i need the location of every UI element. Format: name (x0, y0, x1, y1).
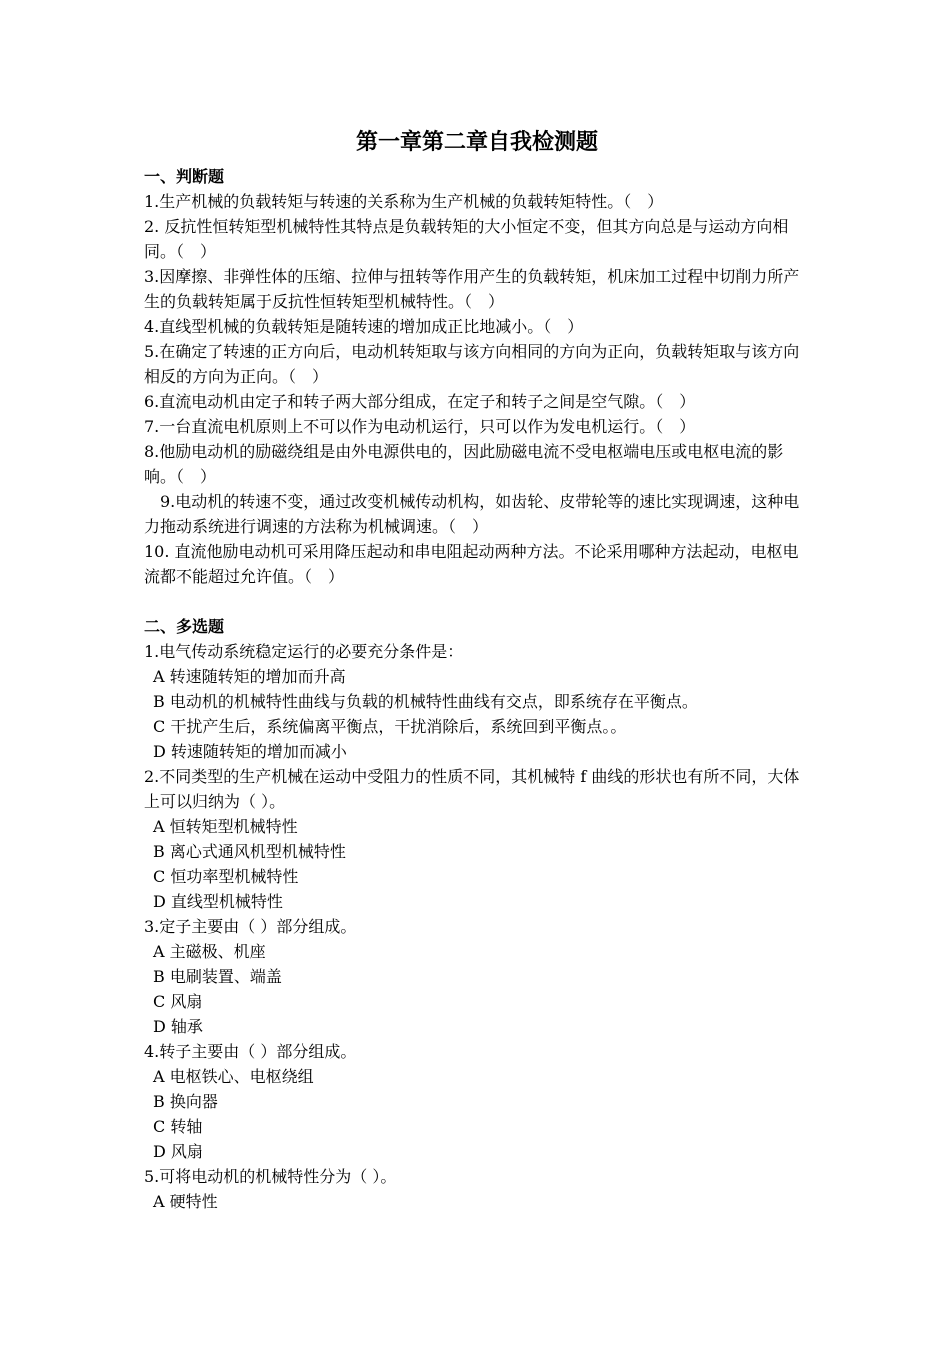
section-spacer (144, 589, 810, 614)
mc-question-stem: 4.转子主要由（ ）部分组成。 (144, 1042, 357, 1061)
document-page (144, 126, 810, 1214)
tf-question-2: 2. 反抗性恒转矩型机械特性其特点是负载转矩的大小恒定不变，但其方向总是与运动方向相同。（ ） (144, 217, 789, 261)
mc-option: C 转轴 (153, 1117, 203, 1136)
mc-question-5 (144, 1164, 810, 1214)
section-heading-true-false: 一、判断题 (144, 167, 225, 186)
mc-option: A 电枢铁心、电枢绕组 (153, 1067, 314, 1086)
mc-question-stem: 5.可将电动机的机械特性分为（ ）。 (144, 1167, 397, 1186)
mc-option: A 主磁极、机座 (153, 942, 266, 961)
tf-question-7: 7.一台直流电机原则上不可以作为电动机运行，只可以作为发电机运行。（ ） (144, 417, 696, 436)
mc-option: D 直线型机械特性 (153, 892, 283, 911)
tf-question-6: 6.直流电动机由定子和转子两大部分组成，在定子和转子之间是空气隙。（ ） (144, 392, 696, 411)
mc-option: C 干扰产生后，系统偏离平衡点，干扰消除后，系统回到平衡点。。 (153, 717, 627, 736)
mc-option: B 电刷装置、端盖 (153, 967, 282, 986)
tf-question-5: 5.在确定了转速的正方向后，电动机转矩取与该方向相同的方向为正向，负载转矩取与该方向相反的方向为正向。（ ） (144, 342, 800, 386)
mc-option: A 恒转矩型机械特性 (153, 817, 298, 836)
mc-question-stem: 2.不同类型的生产机械在运动中受阻力的性质不同，其机械特 f 曲线的形状也有所不同，大体上可以归纳为（ ）。 (144, 767, 800, 811)
mc-option: A 转速随转矩的增加而升高 (153, 667, 346, 686)
mc-question-4 (144, 1039, 810, 1164)
mc-question-stem: 1.电气传动系统稳定运行的必要充分条件是： (144, 642, 464, 661)
section-heading-multiple-choice: 二、多选题 (144, 617, 225, 636)
tf-question-4: 4.直线型机械的负载转矩是随转速的增加成正比地减小。（ ） (144, 317, 584, 336)
mc-option: C 风扇 (153, 992, 203, 1011)
mc-option: D 轴承 (153, 1017, 203, 1036)
mc-question-1 (144, 639, 810, 764)
mc-option: B 换向器 (153, 1092, 218, 1111)
mc-option: D 风扇 (153, 1142, 203, 1161)
mc-question-3 (144, 914, 810, 1039)
mc-option: B 离心式通风机型机械特性 (153, 842, 346, 861)
tf-question-9: 9.电动机的转速不变，通过改变机械传动机构，如齿轮、皮带轮等的速比实现调速，这种电力拖动系统进行调速的方法称为机械调速。（ ） (144, 492, 800, 536)
multiple-choice-section (144, 614, 810, 1214)
tf-question-8: 8.他励电动机的励磁绕组是由外电源供电的，因此励磁电流不受电枢端电压或电枢电流的影响。（ ） (144, 442, 784, 486)
tf-question-3: 3.因摩擦、非弹性体的压缩、拉伸与扭转等作用产生的负载转矩，机床加工过程中切削力所产生的负载转矩属于反抗性恒转矩型机械特性。（ ） (144, 267, 800, 311)
mc-option: C 恒功率型机械特性 (153, 867, 299, 886)
mc-question-2 (144, 764, 810, 914)
mc-option: A 硬特性 (153, 1192, 218, 1211)
page-title: 第一章第二章自我检测题 (355, 130, 598, 155)
mc-option: B 电动机的机械特性曲线与负载的机械特性曲线有交点，即系统存在平衡点。 (153, 692, 698, 711)
mc-question-stem: 3.定子主要由（ ）部分组成。 (144, 917, 357, 936)
tf-question-1: 1.生产机械的负载转矩与转速的关系称为生产机械的负载转矩特性。（ ） (144, 192, 664, 211)
mc-option: D 转速随转矩的增加而减小 (153, 742, 347, 761)
true-false-section (144, 164, 810, 589)
tf-question-10: 10. 直流他励电动机可采用降压起动和串电阻起动两种方法。不论采用哪种方法起动，电枢电流都不能超过允许值。（ ） (144, 542, 799, 586)
